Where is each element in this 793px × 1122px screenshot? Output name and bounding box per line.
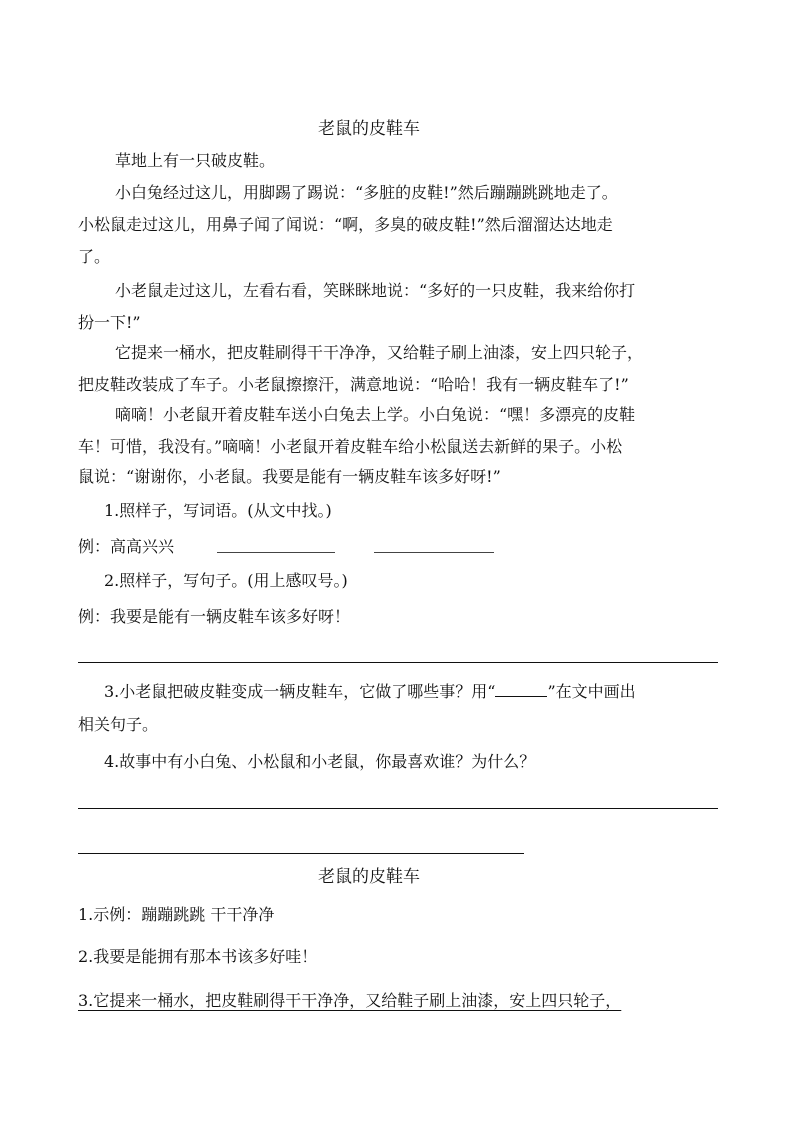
question-3-line-2: 相关句子。 bbox=[78, 715, 159, 734]
question-1: 1.照样子，写词语。(从文中找。) bbox=[104, 501, 332, 520]
story-paragraph-4-line-2: 把皮鞋改装成了车子。小老鼠擦擦汗，满意地说：“哈哈！我有一辆皮鞋车了!” bbox=[78, 375, 629, 394]
answer-1: 1.示例：蹦蹦跳跳 干干净净 bbox=[78, 905, 275, 924]
answer-3: 3.它提来一桶水，把皮鞋刷得干干净净，又给鞋子刷上油漆，安上四只轮子， bbox=[78, 991, 622, 1010]
story-paragraph-5-line-1: 嘀嘀！小老鼠开着皮鞋车送小白兔去上学。小白兔说：“嘿！多漂亮的皮鞋 bbox=[115, 405, 636, 424]
question-3-text-start: 3.小老鼠把破皮鞋变成一辆皮鞋车，它做了哪些事？用“ bbox=[104, 682, 496, 701]
story-paragraph-2-line-3: 了。 bbox=[78, 247, 111, 266]
answer-blank-1[interactable] bbox=[217, 552, 335, 553]
answer-2: 2.我要是能拥有那本书该多好哇！ bbox=[78, 947, 318, 966]
underline-mark-sample bbox=[495, 682, 547, 697]
answer-line-q2[interactable] bbox=[78, 662, 718, 663]
question-2: 2.照样子，写句子。(用上感叹号。) bbox=[104, 571, 348, 590]
answer-section-separator bbox=[78, 853, 524, 854]
story-paragraph-3-line-1: 小老鼠走过这儿，左看右看，笑眯眯地说：“多好的一只皮鞋，我来给你打 bbox=[115, 281, 636, 300]
answer-key-title: 老鼠的皮鞋车 bbox=[318, 867, 420, 887]
question-4: 4.故事中有小白兔、小松鼠和小老鼠，你最喜欢谁？为什么？ bbox=[104, 752, 536, 771]
question-1-example: 例：高高兴兴 bbox=[78, 537, 175, 556]
story-paragraph-5-line-3: 鼠说：“谢谢你，小老鼠。我要是能有一辆皮鞋车该多好呀!” bbox=[78, 467, 501, 486]
story-paragraph-3-line-2: 扮一下!” bbox=[78, 313, 141, 332]
question-3-text-end: ”在文中画出 bbox=[547, 682, 636, 701]
story-paragraph-5-line-2: 车！可惜，我没有。”嘀嘀！小老鼠开着皮鞋车给小松鼠送去新鲜的果子。小松 bbox=[78, 437, 623, 456]
question-3 bbox=[104, 681, 636, 703]
story-paragraph-1: 草地上有一只破皮鞋。 bbox=[115, 151, 276, 170]
answer-blank-2[interactable] bbox=[374, 552, 494, 553]
question-2-example: 例：我要是能有一辆皮鞋车该多好呀！ bbox=[78, 607, 351, 626]
story-paragraph-2-line-1: 小白兔经过这儿，用脚踢了踢说：“多脏的皮鞋!”然后蹦蹦跳跳地走了。 bbox=[115, 183, 618, 202]
answer-line-q4[interactable] bbox=[78, 808, 718, 809]
story-paragraph-4-line-1: 它提来一桶水，把皮鞋刷得干干净净，又给鞋子刷上油漆，安上四只轮子， bbox=[115, 343, 644, 362]
worksheet-title: 老鼠的皮鞋车 bbox=[318, 119, 420, 139]
story-paragraph-2-line-2: 小松鼠走过这儿，用鼻子闻了闻说：“啊，多臭的破皮鞋!”然后溜溜达达地走 bbox=[78, 215, 613, 234]
